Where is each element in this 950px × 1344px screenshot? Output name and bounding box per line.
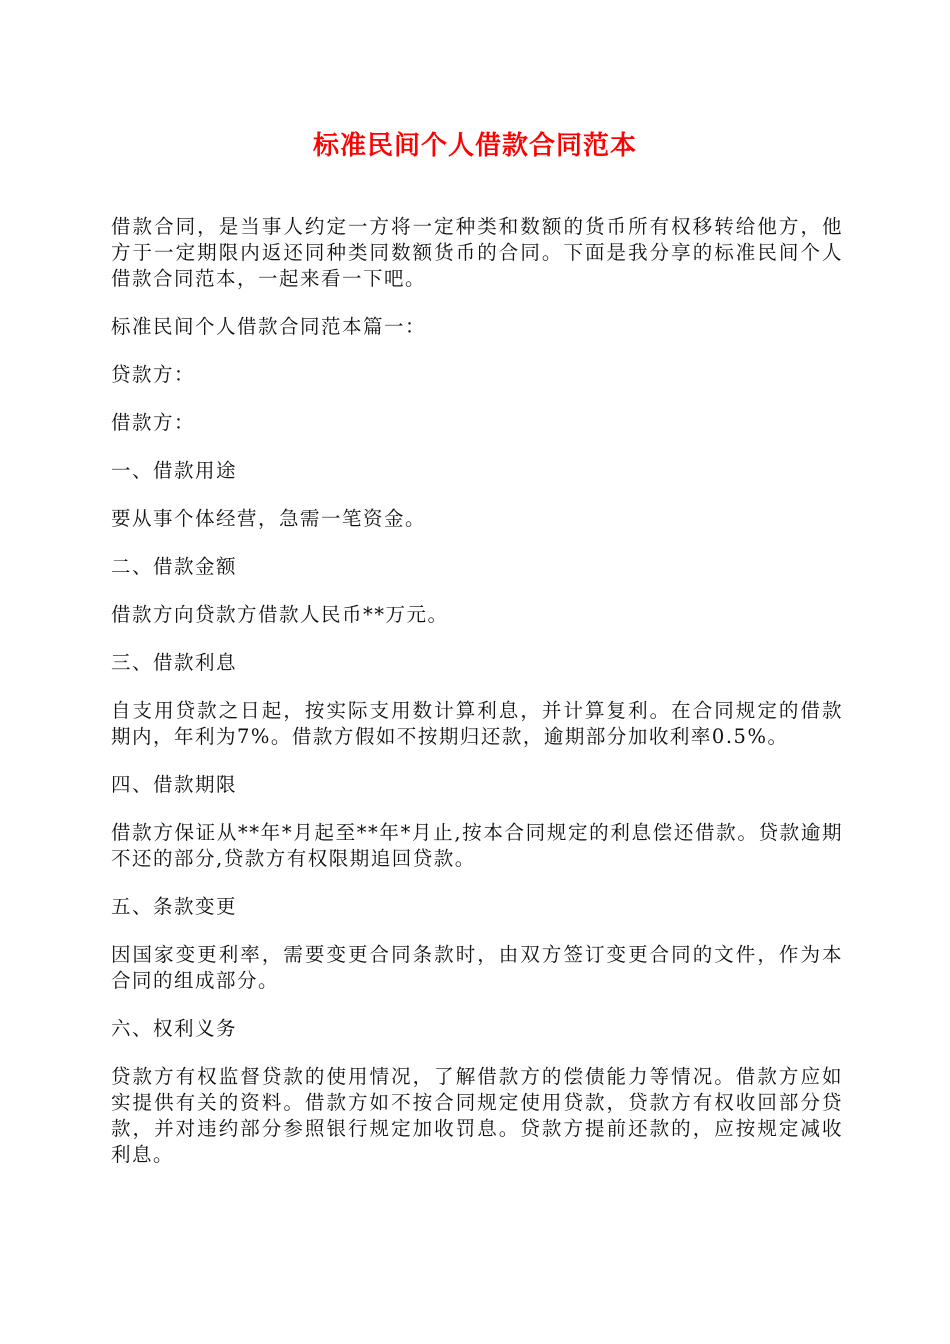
document-body (111, 214, 843, 1190)
lender-line: 贷款方： (111, 363, 196, 386)
borrower-line: 借款方： (111, 411, 196, 434)
heading-changes: 五、条款变更 (111, 895, 238, 918)
paragraph-changes: 因国家变更利率，需要变更合同条款时，由双方签订变更合同的文件，作为本合同的组成部分。 (111, 943, 843, 992)
paragraph-amount: 借款方向贷款方借款人民币**万元。 (111, 603, 449, 626)
paragraph-term: 借款方保证从**年*月起至**年*月止,按本合同规定的利息偿还借款。贷款逾期不还的部分,贷款方有权限期追回贷款。 (111, 821, 843, 870)
paragraph-interest: 自支用贷款之日起，按实际支用数计算利息，并计算复利。在合同规定的借款期内，年利为7%。借款方假如不按期归还款，逾期部分加收利率0.5%。 (111, 699, 843, 748)
document-title: 标准民间个人借款合同范本 (312, 131, 637, 161)
section-subtitle: 标准民间个人借款合同范本篇一： (111, 315, 427, 338)
heading-purpose: 一、借款用途 (111, 459, 238, 482)
heading-rights: 六、权利义务 (111, 1017, 238, 1040)
heading-amount: 二、借款金额 (111, 555, 238, 578)
heading-interest: 三、借款利息 (111, 651, 238, 674)
paragraph-rights: 贷款方有权监督贷款的使用情况，了解借款方的偿债能力等情况。借款方应如实提供有关的资料。借款方如不按合同规定使用贷款，贷款方有权收回部分贷款，并对违约部分参照银行规定加收罚息。贷款方提前还款的，应按规定减收利息。 (111, 1065, 843, 1166)
heading-term: 四、借款期限 (111, 773, 238, 796)
intro-paragraph: 借款合同，是当事人约定一方将一定种类和数额的货币所有权移转给他方，他方于一定期限内返还同种类同数额货币的合同。下面是我分享的标准民间个人借款合同范本，一起来看一下吧。 (111, 215, 843, 290)
paragraph-purpose: 要从事个体经营，急需一笔资金。 (111, 507, 427, 530)
